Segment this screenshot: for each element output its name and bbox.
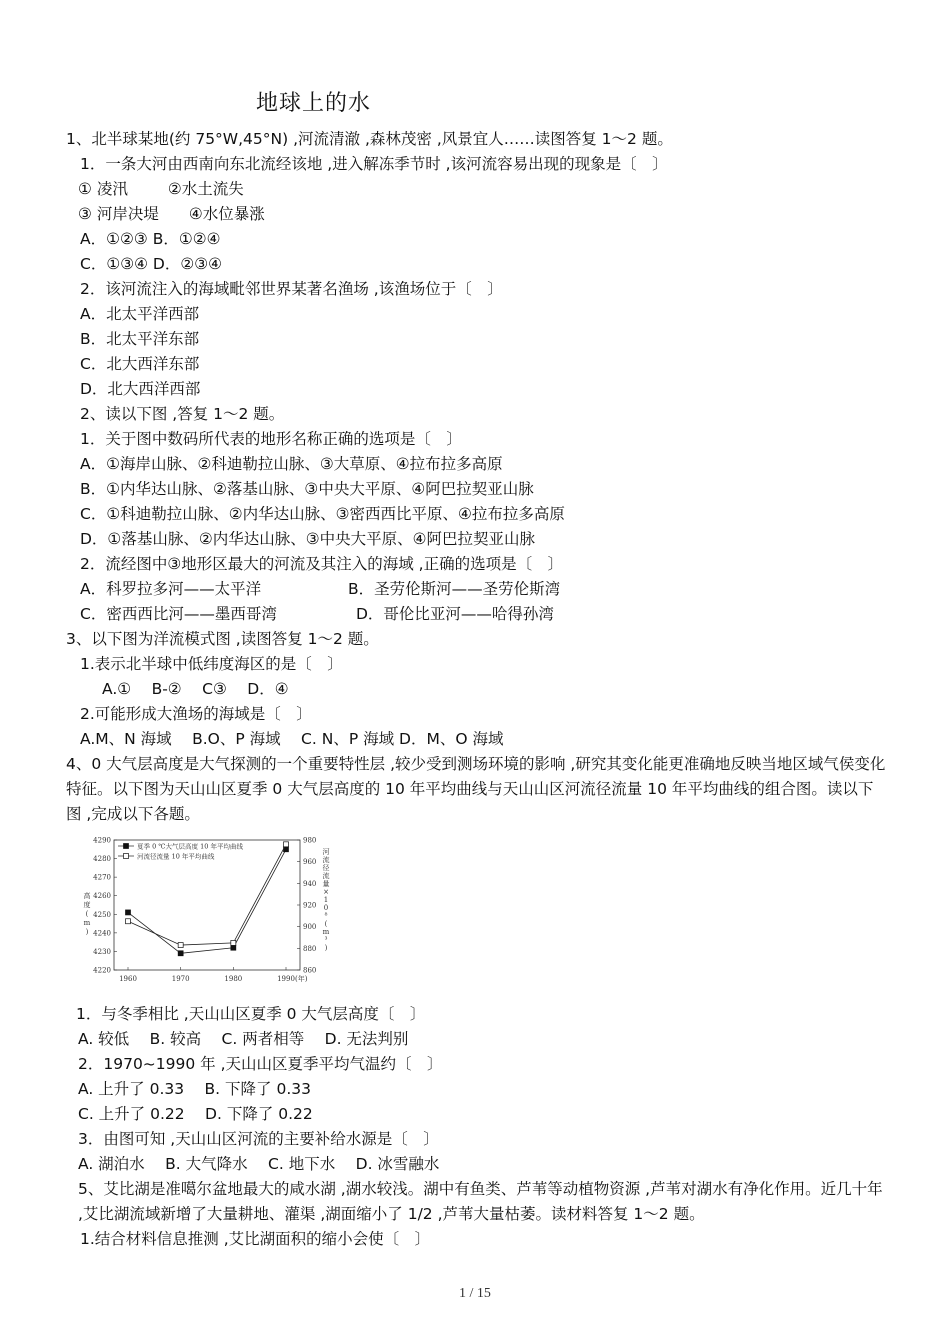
q1-s2-option-a: A．北太平洋西部: [80, 305, 200, 323]
legend-marker: [124, 854, 129, 859]
series-2-point: [284, 842, 289, 847]
q1-s1-options-row1: [78, 179, 244, 199]
q3-s1-options: A.① B-② C③ D．④: [102, 680, 289, 698]
q2-s2-option-b: B．圣劳伦斯河——圣劳伦斯湾: [348, 580, 561, 598]
q1-intro: 1、北半球某地(约 75°W,45°N) ,河流清澈 ,森林茂密 ,风景宜人……读图答复 1～2 题。: [66, 130, 673, 148]
left-axis-tick-label: 4260: [93, 892, 111, 901]
right-axis-label-char: 量: [322, 880, 330, 888]
q2-s1-stem: 1．关于图中数码所代表的地形名称正确的选项是〔 〕: [80, 430, 462, 448]
q2-intro: 2、读以下图 ,答复 1～2 题。: [80, 405, 285, 423]
q5-intro: 5、艾比湖是准噶尔盆地最大的咸水湖 ,湖水较浅。湖中有鱼类、芦苇等动植物资源 ,芦苇对湖水有净化作用。近几十年 ,艾比湖流域新增了大量耕地、灌渠 ,湖面缩小了 1/2 ,芦苇大量枯萎。读材料答复 1～2 题。: [78, 1180, 883, 1223]
right-axis-tick-label: 880: [303, 944, 317, 953]
x-axis-unit: (年): [295, 975, 308, 983]
left-axis-label-char: ): [85, 928, 89, 936]
right-axis-label-char: m: [322, 928, 330, 936]
legend-label: 夏季 0 ℃大气层高度 10 年平均曲线: [137, 842, 243, 851]
q3-s2-stem: 2.可能形成大渔场的海域是〔 〕: [80, 705, 312, 723]
x-axis-tick-label: 1960: [119, 975, 137, 983]
x-axis-tick-label: 1980: [224, 975, 243, 983]
q4-s2-options-cd: C. 上升了 0.22 D. 下降了 0.22: [78, 1105, 313, 1123]
q1-s1-stem: 1．一条大河由西南向东北流经该地 ,进入解冻季节时 ,该河流容易出现的现象是〔 〕: [80, 155, 668, 173]
q4-intro: 4、0 大气层高度是大气探测的一个重要特性层 ,较少受到测场环境的影响 ,研究其变化能更准确地反映当地区域气侯变化特征。以下图为天山山区夏季 0 大气层高度的 10 年平均曲线与天山山区河流径流量 10 年平均曲线的组合图。读以下图 ,完成以下各题。: [66, 755, 886, 823]
series-1-point: [126, 910, 131, 915]
legend-label: 河流径流量 10 年平均曲线: [137, 852, 215, 861]
right-axis-tick-label: 920: [303, 901, 317, 910]
left-axis-tick-label: 4240: [93, 929, 111, 938]
left-axis-tick-label: 4290: [93, 836, 111, 845]
q2-s1-option-c: C．①科迪勒拉山脉、②内华达山脉、③密西西比平原、④拉布拉多高原: [80, 505, 565, 523]
left-axis-tick-label: 4250: [93, 910, 111, 919]
right-axis-tick-label: 940: [303, 879, 317, 888]
q5-s1-stem: 1.结合材料信息推测 ,艾比湖面积的缩小会使〔 〕: [80, 1230, 431, 1248]
q1-s1-option-2: ②水土流失: [167, 180, 244, 198]
q4-s3-stem: 3．由图可知 ,天山山区河流的主要补给水源是〔 〕: [78, 1130, 439, 1148]
q1-s1-option-1: ① 凌汛: [78, 180, 128, 198]
right-axis-label-char: 流: [322, 856, 330, 864]
q1-s2-option-b: B．北太平洋东部: [80, 330, 200, 348]
q3-s1-stem: 1.表示北半球中低纬度海区的是〔 〕: [80, 655, 343, 673]
series-2-point: [231, 940, 236, 945]
q1-s2-stem: 2．该河流注入的海域毗邻世界某著名渔场 ,该渔场位于〔 〕: [80, 280, 503, 298]
q3-intro: 3、以下图为洋流模式图 ,读图答复 1～2 题。: [66, 630, 379, 648]
left-axis-label-char: m: [83, 919, 91, 927]
right-axis-label-char: 河: [322, 848, 330, 856]
q4-s1-options: A. 较低 B. 较高 C. 两者相等 D. 无法判别: [78, 1030, 409, 1048]
q1-s2-option-d: D．北大西洋西部: [80, 380, 201, 398]
right-axis-label-char: ): [324, 944, 328, 952]
x-axis-tick-label: 1990: [277, 975, 295, 983]
chart-legend: [118, 842, 243, 861]
series-2-point: [178, 943, 183, 948]
q4-s3-options: A. 湖泊水 B. 大气降水 C. 地下水 D. 冰雪融水: [78, 1155, 440, 1173]
left-axis-tick-label: 4230: [93, 947, 111, 956]
q1-s1-options-row2: [78, 204, 265, 224]
q2-s1-option-d: D．①落基山脉、②内华达山脉、③中央大平原、④阿巴拉契亚山脉: [80, 530, 536, 548]
q1-s2-option-c: C．北大西洋东部: [80, 355, 200, 373]
legend-marker: [124, 844, 129, 849]
q1-s1-option-4: ④水位暴涨: [188, 205, 265, 223]
right-axis-tick-label: 980: [303, 836, 317, 845]
page-title: 地球上的水: [256, 91, 372, 116]
series-2-point: [126, 919, 131, 924]
q2-s2-option-c: C．密西西比河——墨西哥湾: [80, 605, 277, 623]
left-axis-tick-label: 4220: [93, 966, 111, 975]
q2-s2-stem: 2．流经图中③地形区最大的河流及其注入的海域 ,正确的选项是〔 〕: [80, 555, 564, 573]
q4-s1-stem: 1．与冬季相比 ,天山山区夏季 0 大气层高度〔 〕: [76, 1005, 426, 1023]
left-axis-label-char: 度: [83, 901, 91, 909]
q2-s2-option-d: D．哥伦比亚河——哈得孙湾: [356, 605, 554, 623]
q1-s1-option-3: ③ 河岸决堤: [78, 205, 159, 223]
right-axis-label-char: 0: [323, 904, 329, 912]
right-axis-label-char: 1: [323, 896, 329, 904]
series-line-1: [128, 849, 286, 953]
left-axis-label-char: (: [85, 910, 89, 918]
q3-s2-options: A.M、N 海域 B.O、P 海域 C. N、P 海域 D．M、O 海域: [80, 730, 504, 748]
series-1-point: [178, 951, 183, 956]
q4-s2-stem: 2．1970~1990 年 ,天山山区夏季平均气温约〔 〕: [78, 1055, 443, 1073]
q2-s2-option-a: A．科罗拉多河——太平洋: [80, 580, 262, 598]
series-1-point: [231, 945, 236, 950]
left-axis-label-char: 高: [83, 892, 91, 900]
right-axis-label-char: (: [324, 920, 328, 928]
right-axis-label-char: ×: [323, 888, 329, 896]
q1-s1-answers-cd: C．①③④ D．②③④: [80, 255, 223, 273]
right-axis-label-char: ⁸: [324, 912, 328, 920]
right-axis-label-char: 径: [322, 864, 330, 872]
right-axis-label-char: 流: [322, 872, 330, 880]
q4-s2-options-ab: A. 上升了 0.33 B. 下降了 0.33: [78, 1080, 311, 1098]
left-axis-tick-label: 4270: [93, 873, 111, 882]
left-axis-tick-label: 4280: [93, 855, 111, 864]
q2-s1-option-a: A．①海岸山脉、②科迪勒拉山脉、③大草原、④拉布拉多高原: [80, 455, 503, 473]
right-axis-tick-label: 860: [303, 966, 317, 975]
q2-s1-option-b: B．①内华达山脉、②落基山脉、③中央大平原、④阿巴拉契亚山脉: [80, 480, 534, 498]
right-axis-tick-label: 960: [303, 858, 317, 867]
right-axis-tick-label: 900: [303, 923, 317, 932]
line-chart: [78, 832, 346, 992]
right-axis-label-char: ³: [324, 936, 328, 944]
x-axis-tick-label: 1970: [171, 975, 190, 983]
page-number: 1 / 15: [459, 1286, 491, 1301]
q1-s1-answers-ab: A．①②③ B．①②④: [80, 230, 221, 248]
